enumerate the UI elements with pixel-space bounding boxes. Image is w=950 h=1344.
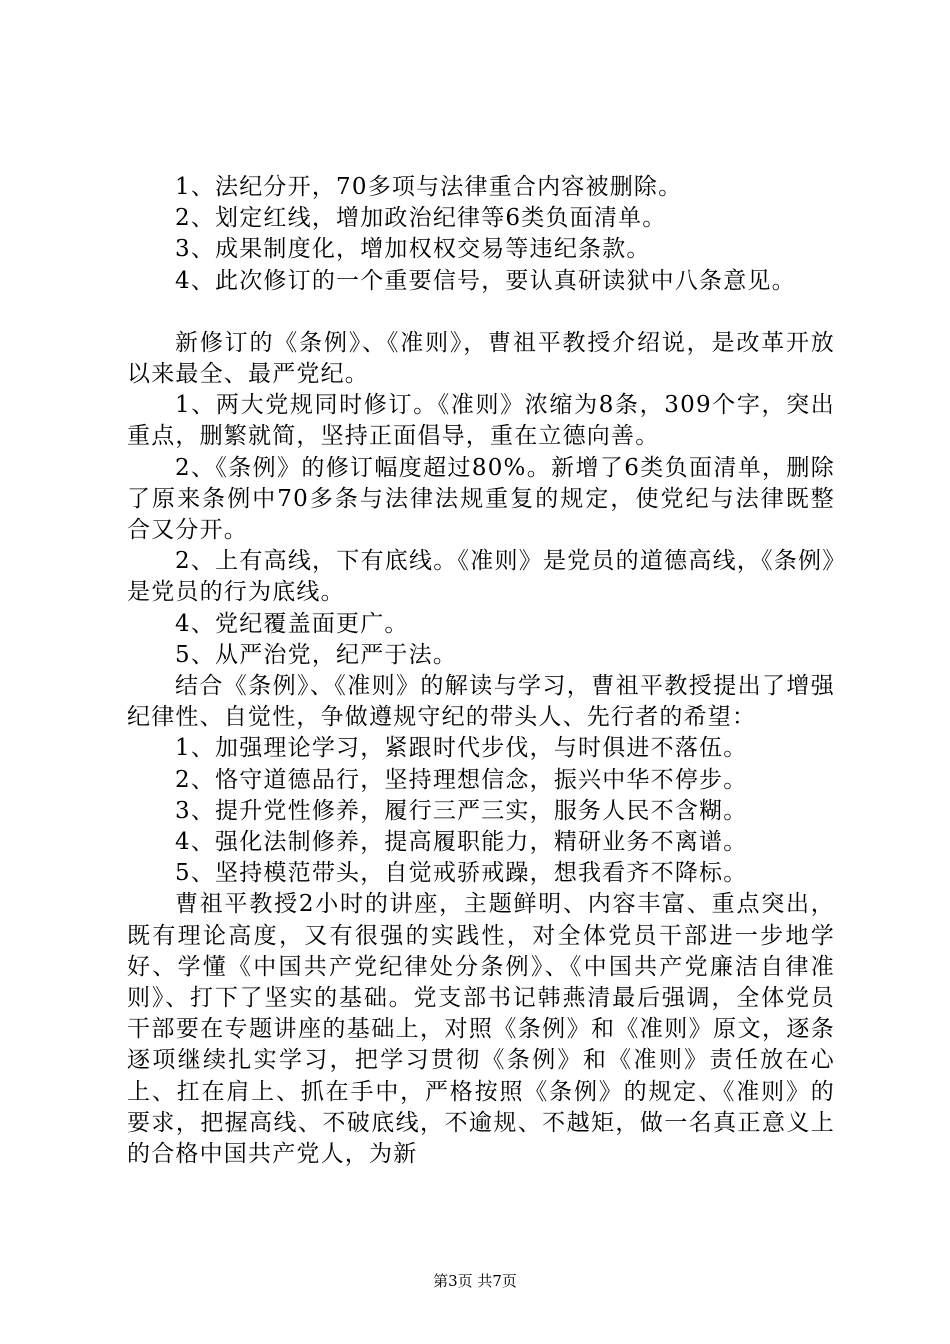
document-body xyxy=(127,172,835,1170)
body-paragraph: 结合《条例》、《准则》的解读与学习，曹祖平教授提出了增强纪律性、自觉性，争做遵规守纪的带头人、先行者的希望： xyxy=(127,673,835,731)
list-item: 5、坚持模范带头，自觉戒骄戒躁，想我看齐不降标。 xyxy=(175,860,748,887)
page-footer: 第3页 共7页 xyxy=(433,1272,517,1290)
list-item: 4、党纪覆盖面更广。 xyxy=(175,610,409,637)
list-item: 2、恪守道德品行，坚持理想信念，振兴中华不停步。 xyxy=(175,766,748,793)
body-paragraph: 曹祖平教授2小时的讲座，主题鲜明、内容丰富、重点突出，既有理论高度，又有很强的实践性，对全体党员干部进一步地学好、学懂《中国共产党纪律处分条例》、《中国共产党廉洁自律准则》、打下了坚实的基础。党支部书记韩燕清最后强调，全体党员干部要在专题讲座的基础上，对照《条例》和《准则》原文，逐条逐项继续扎实学习，把学习贯彻《条例》和《准则》责任放在心上、扛在肩上、抓在手中，严格按照《条例》的规定、《准则》的要求，把握高线、不破底线，不逾规、不越矩，做一名真正意义上的合格中国共产党人，为新 xyxy=(127,891,835,1168)
list-item: 5、从严治党，纪严于法。 xyxy=(175,641,458,668)
list-item: 3、提升党性修养，履行三严三实，服务人民不含糊。 xyxy=(175,797,748,824)
list-item: 2、上有高线，下有底线。《准则》是党员的道德高线，《条例》是党员的行为底线。 xyxy=(127,548,835,606)
paragraph-spacer xyxy=(127,297,835,328)
list-item: 4、强化法制修养，提高履职能力，精研业务不离谱。 xyxy=(175,829,748,856)
body-paragraph: 新修订的《条例》、《准则》，曹祖平教授介绍说，是改革开放以来最全、最严党纪。 xyxy=(127,329,835,388)
list-item: 2、《条例》的修订幅度超过80%。新增了6类负面清单，删除了原来条例中70多条与法律法规重复的规定，使党纪与法律既整合又分开。 xyxy=(127,454,835,544)
list-item: 2、划定红线，增加政治纪律等6类负面清单。 xyxy=(175,205,667,232)
list-item: 1、法纪分开，70多项与法律重合内容被删除。 xyxy=(175,174,683,200)
list-item: 3、成果制度化，增加权权交易等违纪条款。 xyxy=(175,236,651,263)
list-item: 1、加强理论学习，紧跟时代步伐，与时俱进不落伍。 xyxy=(175,735,748,762)
list-item: 1、两大党规同时修订。《准则》浓缩为8条，309个字，突出重点，删繁就简，坚持正面倡导，重在立德向善。 xyxy=(127,392,835,450)
list-item: 4、此次修订的一个重要信号，要认真研读狱中八条意见。 xyxy=(175,267,796,294)
